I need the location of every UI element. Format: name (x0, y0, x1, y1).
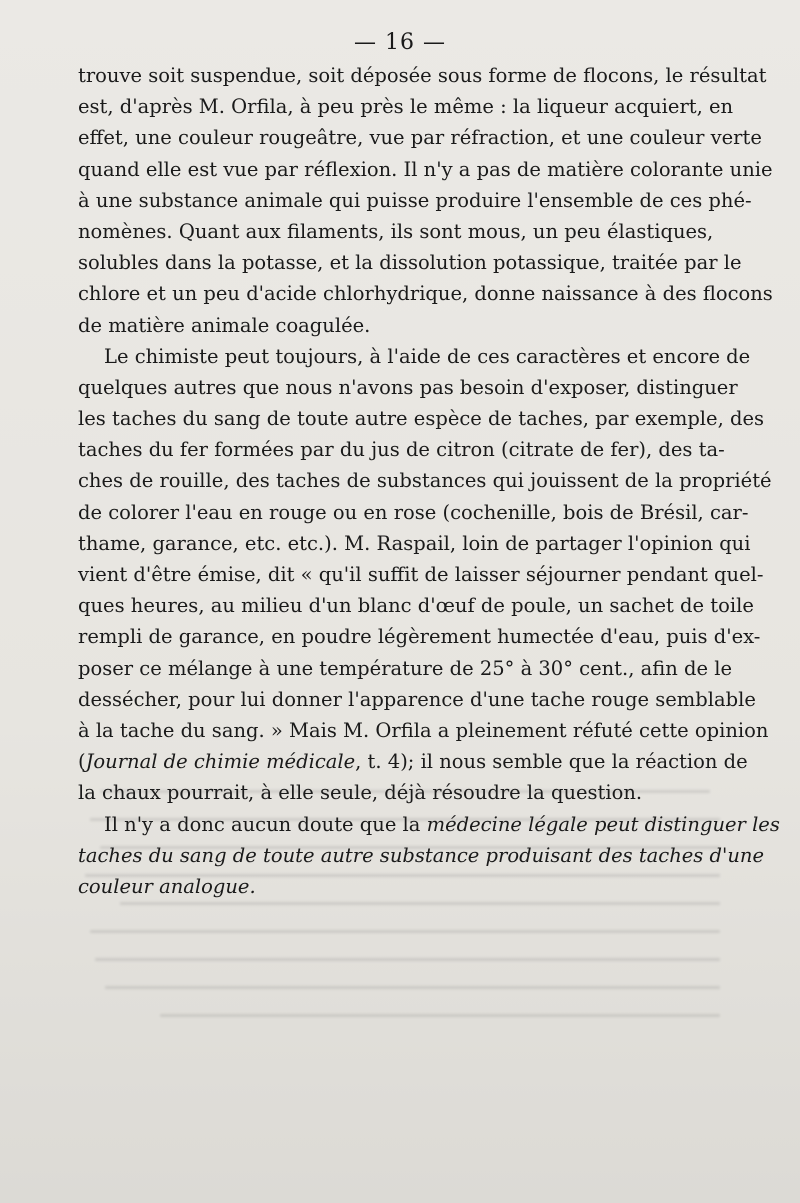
text-line: solubles dans la potasse, et la dissolution potassique, traitée par le (78, 251, 742, 275)
text-line: poser ce mélange à une température de 25° à 30° cent., afin de le (78, 656, 733, 680)
text-line: trouve soit suspendue, soit déposée sous forme de flocons, le résultat (78, 64, 767, 87)
text-line: les taches du sang de toute autre espèce de taches, par exemple, des (78, 407, 765, 431)
text-line: vient d'être émise, dit « qu'il suffit de laisser séjourner pendant quel- (78, 563, 764, 586)
text-line: quelques autres que nous n'avons pas besoin d'exposer, distinguer (78, 375, 738, 399)
text-line: ches de rouille, des taches de substances qui jouissent de la propriété (78, 469, 772, 493)
page-number: — 16 — (354, 30, 446, 55)
text-line: quand elle est vue par réflexion. Il n'y a pas de matière colorante unie (78, 157, 773, 181)
text-fragment: ( (78, 750, 86, 774)
text-fragment: Il n'y a donc aucun doute que la (104, 812, 427, 836)
text-line: de matière animale coagulée. (78, 313, 371, 337)
text-line: Le chimiste peut toujours, à l'aide de ces caractères et encore de (104, 344, 751, 368)
text-line: est, d'après M. Orfila, à peu près le même : la liqueur acquiert, en (78, 95, 734, 119)
text-line: chlore et un peu d'acide chlorhydrique, donne naissance à des flocons (78, 282, 773, 306)
journal-title: Journal de chimie médicale (85, 750, 356, 774)
text-line: à la tache du sang. » Mais M. Orfila a pleinement réfuté cette opinion (78, 718, 769, 742)
text-fragment: , t. 4); il nous semble que la réaction de (355, 750, 748, 774)
body-text (78, 60, 780, 902)
text-line: ques heures, au milieu d'un blanc d'œuf de poule, un sachet de toile (78, 594, 754, 618)
text-line: rempli de garance, en poudre légèrement humectée d'eau, puis d'ex- (78, 625, 761, 649)
italic-fragment: médecine légale peut distinguer les (426, 812, 780, 836)
show-through-svg (70, 780, 730, 1040)
text-line: de colorer l'eau en rouge ou en rose (cochenille, bois de Brésil, car- (78, 500, 749, 524)
text-line: effet, une couleur rougeâtre, vue par réfraction, et une couleur verte (78, 126, 762, 150)
text-line: la chaux pourrait, à elle seule, déjà résoudre la question. (78, 781, 643, 805)
text-line: à une substance animale qui puisse produire l'ensemble de ces phé- (78, 188, 752, 212)
text-line: thame, garance, etc. etc.). M. Raspail, loin de partager l'opinion qui (78, 531, 751, 555)
text-line: dessécher, pour lui donner l'apparence d'une tache rouge semblable (78, 687, 756, 711)
text-line: taches du fer formées par du jus de citron (citrate de fer), des ta- (78, 438, 725, 462)
show-through-texture (70, 780, 730, 1040)
italic-fragment: taches du sang de toute autre substance produisant des taches d'une (78, 843, 765, 867)
text-line: nomènes. Quant aux filaments, ils sont mous, un peu élastiques, (78, 219, 714, 243)
italic-fragment: couleur analogue. (78, 874, 256, 898)
text-line (78, 746, 748, 777)
